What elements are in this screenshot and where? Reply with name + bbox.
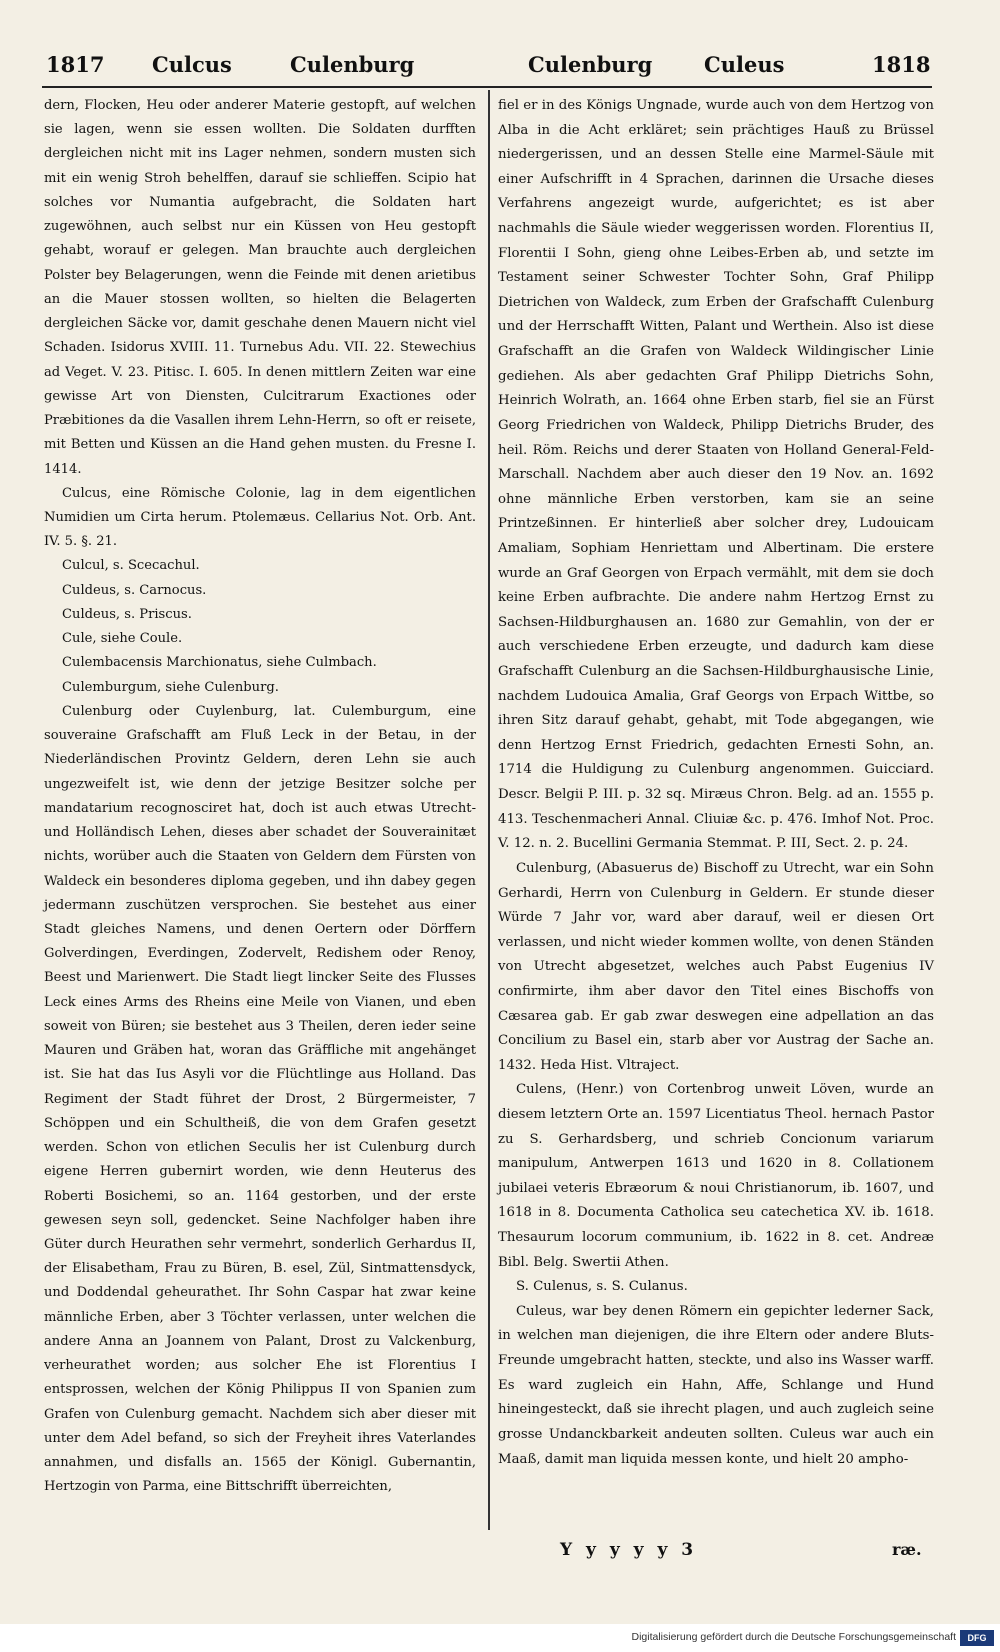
xref-culemburgum: Culemburgum, siehe Culenburg. — [62, 679, 279, 695]
xref-culcul: Culcul, s. Scecachul. — [62, 558, 200, 574]
xref-culenus: S. Culenus, s. S. Culanus. — [516, 1279, 688, 1295]
catchword-left-1: Culcus — [152, 52, 232, 77]
paragraph-culenburg-continued: fiel er in des Königs Ungnade, wurde auch von dem Hertzog von Alba in die Acht erkläret; sein prächtiges Hauß zu Brüssel niedergerissen, und an dessen Stelle eine Marmel-Säule mit einer Aufschrifft in 4 Sprachen, darinnen die Ursache dieses Verfahrens angezeigt wurde, aufgerichtet; es ist aber nachmahls die Säule wieder weggerissen worden. Florentius II, Florentii I Sohn, gieng ohne Leibes-Erben ab, und setzte im Testament seiner Schwester Tochter Sohn, Graf Philipp Dietrichen von Waldeck, zum Erben der Grafschafft Culenburg und der Herrschafft Witten, Palant und Werthein. Also ist diese Grafschafft an die Grafen von Waldeck Wildingischer Linie gediehen. Als aber gedachten Graf Philipp Dietrichs Sohn, Heinrich Wolrath, an. 1664 ohne Erben starb, fiel sie an Fürst Georg Friedrichen von Waldeck, Philipp Dietrichs Bruder, des heil. Röm. Reichs und derer Staaten von Holland General-Feld-Marschall. Nachdem aber auch dieser den 19 Nov. an. 1692 ohne männliche Erben verstorben, kam sie an seine Printzeßinnen. Er hinterließ aber solcher drey, Ludouicam Amaliam, Sophiam Henriettam und Albertinam. Die erstere wurde an Graf Georgen von Erpach vermählt, mit dem sie doch keine Erben aufbrachte. Die andere nahm Hertzog Ernst zu Sachsen-Hildburghausen an. 1680 zur Gemahlin, von der er auch verschiedene Erben erzeugte, und dadurch kam diese Grafschafft Culenburg an die Sachsen-Hildburghausische Linie, nachdem Ludouica Amalia, Graf Georgs von Erpach Wittbe, so ihren Sitz darauf gehabt, gehabt, mit Tode abgegangen, wie denn Hertzog Ernst Friedrich, gedachten Ernesti Sohn, an. 1714 die Huldigung zu Culenburg angenommen. Guicciard. Descr. Belgii P. III. p. 32 sq. Miræus Chron. Belg. ad an. 1555 p. 413. Teschenmacheri Annal. Cliuiæ &c. p. 476. Imhof Not. Proc. V. 12. n. 2. Bucellini Germania Stemmat. P. III, Sect. 2. p. 24. — [498, 98, 934, 852]
column-number-left: 1817 — [46, 52, 105, 77]
header-rule — [42, 86, 932, 88]
xref-culembacensis: Culembacensis Marchionatus, siehe Culmbach. — [62, 655, 377, 671]
entry-culens: Culens, (Henr.) von Cortenbrog unweit Löven, wurde an diesem letztern Orte an. 1597 Licentiatus Theol. hernach Pastor zu S. Gerhardsberg, und schrieb Concionum variarum manipulum, Antwerpen 1613 und 1620 in 8. Collationem jubilaei veteris Ebræorum & noui Christianorum, ib. 1607, und 1618 in 8. Documenta Catholica seu catechetica XV. ib. 1618. Thesaurum locorum communium, ib. 1622 in 8. cet. Andreæ Bibl. Belg. Swertii Athen. — [498, 1082, 934, 1270]
signature-mark: Y y y y y 3 — [560, 1540, 698, 1560]
catchword-right-2: Culeus — [704, 52, 785, 77]
entry-culeus: Culeus, war bey denen Römern ein gepichter lederner Sack, in welchen man diejenigen, die ihre Eltern oder andere Bluts-Freunde umgebracht hatten, steckte, und also ins Wasser warff. Es ward zugleich ein Hahn, Affe, Schlange und Hund hineingesteckt, daß sie ihrecht plagen, und auch zugleich seine grosse Undanckbarkeit andeuten sollten. Culeus war auch ein Maaß, damit man liquida messen konte, und hielt 20 ampho- — [498, 1303, 934, 1467]
xref-culdeus-carnocus: Culdeus, s. Carnocus. — [62, 582, 207, 598]
catchword-left-2: Culenburg — [290, 52, 415, 77]
column-divider — [488, 90, 490, 1530]
paragraph-culcita-continued: dern, Flocken, Heu oder anderer Materie gestopft, auf welchen sie lagen, wenn sie essen wollten. Die Soldaten durfften dergleichen nicht mit ins Lager nehmen, sondern musten sich mit ein wenig Stroh behelffen, darauf sie schlieffen. Scipio hat solches vor Numantia aufgebracht, die Soldaten hart zugewöhnen, auch selbst nur ein Küssen von Heu gestopft gehabt, worauf er gelegen. Man brauchte auch dergleichen Polster bey Belagerungen, wenn die Feinde mit denen arietibus an die Mauer stossen wollten, so hielten die Belagerten dergleichen Säcke vor, damit geschahe denen Mauern nicht viel Schaden. Isidorus XVIII. 11. Turnebus Adu. VII. 22. Stewechius ad Veget. V. 23. Pitisc. I. 605. In denen mittlern Zeiten war eine gewisse Art von Diensten, Culcitrarum Exactiones oder Præbitiones da die Vasallen ihrem Lehn-Herrn, so oft er reisete, mit Betten und Küssen an die Hand gehen musten. du Fresne I. 1414. — [44, 98, 476, 477]
catchword-right-1: Culenburg — [528, 52, 653, 77]
digitization-banner — [0, 1624, 1000, 1652]
xref-culdeus-priscus: Culdeus, s. Priscus. — [62, 606, 192, 622]
footer-catchword: ræ. — [892, 1540, 922, 1559]
column-number-right: 1818 — [872, 52, 931, 77]
running-header — [0, 52, 1000, 82]
entry-culcus: Culcus, eine Römische Colonie, lag in dem eigentlichen Numidien um Cirta herum. Ptolemæus. Cellarius Not. Orb. Ant. IV. 5. §. 21. — [44, 485, 476, 550]
banner-text: Digitalisierung gefördert durch die Deutsche Forschungsgemeinschaft — [631, 1631, 956, 1643]
xref-cule: Cule, siehe Coule. — [62, 631, 183, 647]
entry-culenburg: Culenburg oder Cuylenburg, lat. Culemburgum, eine souveraine Grafschafft am Fluß Leck in der Betau, in der Niederländischen Provintz Geldern, deren Lehn sie auch ungezweifelt ist, wie denn der jetzige Besitzer solche per mandatarium recognosciret hat, doch ist auch etwas Utrecht- und Holländisch Lehen, dieses aber schadet der Souverainitæt nichts, worüber auch die Staaten von Geldern dem Fürsten von Waldeck ein besonderes diploma gegeben, und ihn dabey gegen jedermann zuschützen versprochen. Sie bestehet aus einer Stadt gleiches Namens, und denen Oertern oder Dörffern Golverdingen, Everdingen, Zodervelt, Redishem oder Renoy, Beest und Marienwert. Die Stadt liegt lincker Seite des Flusses Leck eines Arms des Rheins eine Meile von Vianen, und eben soweit von Büren; sie bestehet aus 3 Theilen, deren ieder seine Mauren und Gräben hat, woran das Gräffliche mit angehänget ist. Sie hat das Ius Asyli vor die Flüchtlinge aus Holland. Das Regiment der Stadt führet der Drost, 2 Bürgermeister, 7 Schöppen und ein Schultheiß, die von dem Grafen gesetzt werden. Schon von etlichen Seculis her ist Culenburg durch eigene Herren gubernirt worden, wie denn Heuterus des Roberti Bosichemi, so an. 1164 gestorben, und der erste gewesen seyn soll, gedencket. Seine Nachfolger haben ihre Güter durch Heurathen sehr vermehrt, sonderlich Gerhardus II, der Elisabetham, Frau zu Büren, B. esel, Zül, Sintmattensdyck, und Doddendal geheurathet. Ihr Sohn Caspar hat zwar keine männliche Erben, aber 3 Töchter verlassen, unter welchen die andere Anna an Joannem von Palant, Drost zu Valckenburg, verheurathet worden; aus solcher Ehe ist Florentius I entsprossen, welchen der König Philippus II von Spanien zum Grafen von Culenburg gemacht. Nachdem sich aber dieser mit unter dem Adel befand, so sich der Freyheit ihres Vaterlandes annahmen, und disfalls an. 1565 der Königl. Gubernantin, Hertzogin von Parma, eine Bittschrifft überreichten, — [44, 703, 476, 1495]
right-column — [498, 94, 934, 1472]
dfg-logo-icon: DFG — [960, 1630, 994, 1646]
left-column — [44, 94, 476, 1500]
entry-culenburg-abasuerus: Culenburg, (Abasuerus de) Bischoff zu Utrecht, war ein Sohn Gerhardi, Herrn von Culenburg in Geldern. Er stunde dieser Würde 7 Jahr vor, ward aber darauf, weil er diesen Ort verlassen, und nicht wieder kommen wollte, von denen Ständen von Utrecht abgesetzet, welches auch Pabst Eugenius IV confirmirte, ihm aber davor den Titel eines Bischoffs von Cæsarea gab. Er gab zwar deswegen eine adpellation an das Concilium zu Basel ein, starb aber vor Austrag der Sache an. 1432. Heda Hist. Vltraject. — [498, 860, 934, 1073]
